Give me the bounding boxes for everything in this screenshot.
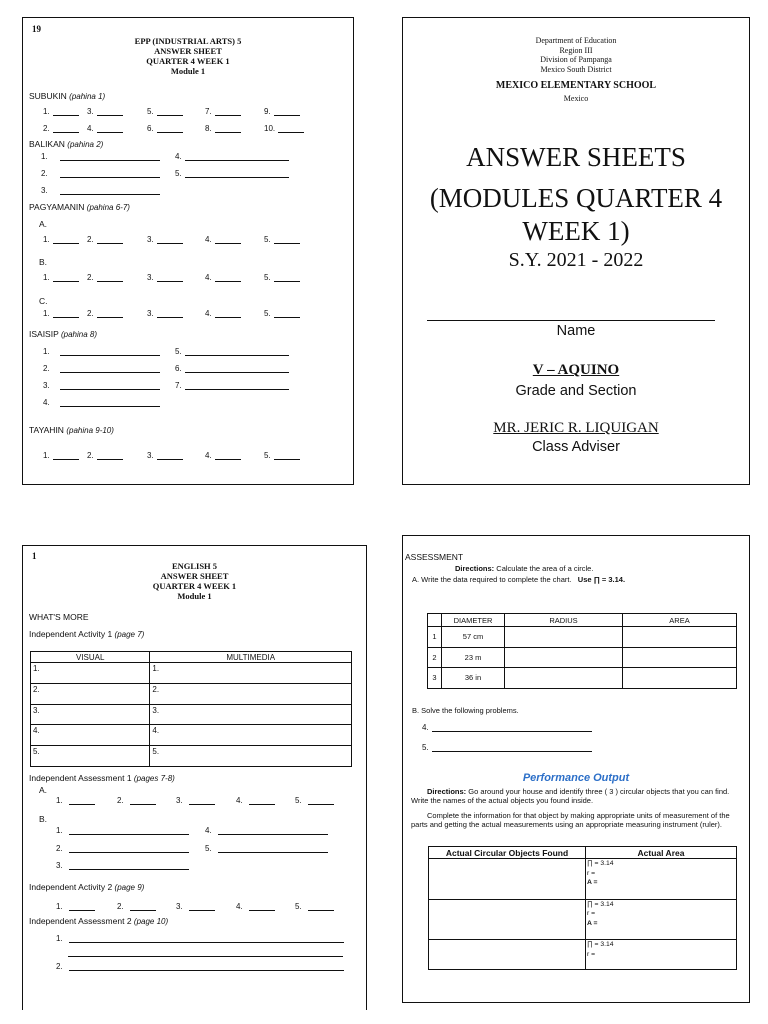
answer-blank[interactable]: 4. — [205, 451, 241, 460]
sheet-header — [23, 36, 353, 76]
answer-blank[interactable]: 4. — [175, 152, 289, 161]
sheet-header — [23, 561, 366, 601]
column-header-area: Actual Area — [586, 847, 737, 859]
answer-blank[interactable]: 1. — [56, 934, 344, 943]
table-row — [31, 746, 352, 767]
answer-blank[interactable]: 2. — [41, 169, 160, 178]
circle-data-table — [427, 613, 737, 689]
performance-instructions: Complete the information for that object by making appropriate units of measurement of the parts and getting the actual measurements using an appropriate measuring instrument (ruler). — [411, 811, 730, 829]
performance-output-title: Performance Output — [522, 772, 630, 784]
answer-blank[interactable]: 7. — [175, 381, 289, 390]
column-header-area: AREA — [623, 614, 737, 627]
area-cell[interactable] — [623, 668, 737, 689]
answer-blank[interactable]: 9. — [264, 107, 300, 116]
directions-line: Directions: Calculate the area of a circle. — [455, 564, 594, 573]
part-a-instructions: A. Write the data required to complete the chart. Use ∏ = 3.14. — [412, 575, 626, 584]
table-row — [428, 668, 737, 689]
epp-answer-sheet — [22, 17, 354, 485]
grade-section: V – AQUINO — [532, 362, 620, 378]
answer-blank[interactable]: 1. — [43, 347, 160, 356]
whats-more-label: WHAT'S MORE — [29, 612, 89, 622]
radius-cell[interactable] — [505, 627, 623, 648]
class-adviser-caption: Class Adviser — [532, 439, 620, 455]
area-computation-cell[interactable]: ∏ = 3.14 r = — [586, 940, 737, 970]
answer-blank[interactable]: 5. — [264, 309, 300, 318]
grade-section-caption: Grade and Section — [515, 383, 637, 399]
page-number: 19 — [32, 24, 41, 34]
activity-label: Independent Activity 2 (page 9) — [29, 882, 145, 892]
town-name: Mexico — [563, 94, 589, 103]
name-caption: Name — [556, 323, 596, 339]
quarter-week: QUARTER 4 WEEK 1 — [146, 56, 230, 66]
group-label: B. — [39, 814, 48, 824]
answer-blank[interactable]: 3. — [176, 796, 215, 805]
subject-title: ENGLISH 5 — [171, 561, 218, 571]
name-line[interactable] — [427, 320, 715, 321]
answer-blank[interactable]: 1. — [56, 796, 95, 805]
answer-blank[interactable]: 2. — [43, 124, 79, 133]
cover-title: ANSWER SHEETS — [466, 142, 686, 172]
answer-cell[interactable]: 3. — [31, 704, 150, 725]
group-label: A. — [39, 785, 48, 795]
answer-blank[interactable]: 3. — [43, 381, 160, 390]
module-label: Module 1 — [170, 66, 206, 76]
table-row — [31, 725, 352, 746]
quarter-week: QUARTER 4 WEEK 1 — [152, 581, 237, 591]
answer-blank[interactable]: 3. — [147, 451, 183, 460]
answer-blank[interactable]: 2. — [87, 451, 123, 460]
answer-blank[interactable]: 5. — [264, 235, 300, 244]
school-year: S.Y. 2021 - 2022 — [508, 249, 644, 271]
row-index: 3 — [428, 668, 442, 689]
answer-blank[interactable]: 7. — [205, 107, 241, 116]
area-computation-cell[interactable]: ∏ = 3.14 r = A = — [586, 899, 737, 940]
answer-blank[interactable]: 5. — [147, 107, 183, 116]
cover-page — [402, 17, 750, 485]
answer-blank[interactable]: 4. — [87, 124, 123, 133]
answer-blank[interactable]: 5. — [175, 169, 289, 178]
page-number: 1 — [32, 551, 37, 561]
answer-blank[interactable]: 1. — [56, 826, 189, 835]
answer-blank[interactable]: 1. — [56, 902, 95, 911]
column-header-visual: VISUAL — [31, 652, 150, 663]
answer-blank[interactable]: 2. — [87, 273, 123, 282]
answer-blank[interactable]: 10. — [264, 124, 304, 133]
answer-blank[interactable]: 4. — [205, 309, 241, 318]
assessment-label: Independent Assessment 2 (page 10) — [29, 916, 169, 926]
answer-blank[interactable]: 5. — [295, 902, 334, 911]
answer-blank[interactable]: 2. — [117, 796, 156, 805]
answer-blank[interactable]: 3. — [147, 273, 183, 282]
english-answer-sheet — [22, 545, 367, 1010]
section-label: PAGYAMANIN (pahina 6-7) — [29, 202, 130, 212]
sheet-title: ANSWER SHEET — [160, 571, 229, 581]
answer-line[interactable] — [68, 956, 343, 957]
radius-cell[interactable] — [505, 647, 623, 668]
assessment-title: ASSESSMENT — [405, 552, 464, 562]
answer-blank[interactable]: 1. — [43, 235, 79, 244]
table-row — [31, 704, 352, 725]
radius-cell[interactable] — [505, 668, 623, 689]
answer-blank[interactable]: 4. — [205, 273, 241, 282]
answer-blank[interactable]: 5. — [264, 273, 300, 282]
answer-blank[interactable]: 4. — [205, 235, 241, 244]
object-name-cell[interactable] — [429, 940, 586, 970]
object-name-cell[interactable] — [429, 899, 586, 940]
answer-blank[interactable]: 3. — [176, 902, 215, 911]
answer-blank[interactable]: 2. — [87, 235, 123, 244]
answer-cell[interactable]: 1. — [150, 663, 352, 684]
answer-blank[interactable]: 8. — [205, 124, 241, 133]
group-label: B. — [39, 257, 48, 267]
answer-blank[interactable]: 5. — [205, 844, 328, 853]
group-label: A. — [39, 219, 48, 229]
answer-blank[interactable]: 1. — [41, 152, 160, 161]
table-row — [428, 627, 737, 648]
section-label: ISAISIP (pahina 8) — [29, 329, 98, 339]
column-header-objects: Actual Circular Objects Found — [429, 847, 586, 859]
column-header-multimedia: MULTIMEDIA — [150, 652, 352, 663]
section-label: BALIKAN (pahina 2) — [29, 139, 104, 149]
part-b-instructions: B. Solve the following problems. — [412, 706, 519, 715]
assessment-sheet — [402, 535, 750, 1003]
subject-title: EPP (INDUSTRIAL ARTS) 5 — [134, 36, 242, 46]
diameter-cell: 57 cm — [442, 627, 505, 648]
table-row — [429, 940, 737, 970]
answer-blank[interactable]: 3. — [87, 107, 123, 116]
answer-blank[interactable]: 4. — [205, 826, 328, 835]
area-cell[interactable] — [623, 627, 737, 648]
table-row — [428, 647, 737, 668]
answer-blank[interactable]: 5. — [175, 347, 289, 356]
circular-objects-table — [428, 846, 737, 970]
table-row — [429, 899, 737, 940]
performance-directions: Directions: Go around your house and identify three ( 3 ) circular objects that you can find. Write the names of the actual objects you found inside. — [411, 787, 730, 805]
answer-blank[interactable]: 1. — [43, 107, 79, 116]
answer-cell[interactable]: 5. — [150, 746, 352, 767]
table-row — [429, 859, 737, 900]
area-computation-cell[interactable]: ∏ = 3.14 r = A = — [586, 859, 737, 900]
table-row — [31, 683, 352, 704]
answer-blank[interactable]: 6. — [147, 124, 183, 133]
answer-blank[interactable]: 6. — [175, 364, 289, 373]
answer-blank[interactable]: 3. — [147, 235, 183, 244]
answer-cell[interactable]: 3. — [150, 704, 352, 725]
diameter-cell: 36 in — [442, 668, 505, 689]
answer-blank[interactable]: 4. — [236, 796, 275, 805]
answer-blank[interactable]: 3. — [147, 309, 183, 318]
visual-multimedia-table — [30, 651, 352, 767]
column-header-radius: RADIUS — [505, 614, 623, 627]
activity-label: Independent Activity 1 (page 7) — [29, 629, 145, 639]
answer-blank[interactable]: 3. — [41, 186, 160, 195]
class-adviser: MR. JERIC R. LIQUIGAN — [493, 420, 659, 436]
column-header-diameter: DIAMETER — [442, 614, 505, 627]
answer-blank[interactable]: 2. — [87, 309, 123, 318]
assessment-label: Independent Assessment 1 (pages 7-8) — [29, 773, 175, 783]
group-label: C. — [39, 296, 48, 306]
diameter-cell: 23 m — [442, 647, 505, 668]
row-index: 1 — [428, 627, 442, 648]
answer-cell[interactable]: 2. — [31, 683, 150, 704]
answer-blank[interactable]: 5. — [264, 451, 300, 460]
answer-blank[interactable]: 2. — [117, 902, 156, 911]
cover-subtitle-2: WEEK 1) — [522, 216, 630, 246]
department-block: Department of Education Region III Division of Pampanga Mexico South District — [535, 36, 617, 74]
answer-cell[interactable]: 4. — [150, 725, 352, 746]
school-name: MEXICO ELEMENTARY SCHOOL — [495, 80, 657, 91]
answer-blank[interactable]: 1. — [43, 309, 79, 318]
module-label: Module 1 — [177, 591, 212, 601]
table-row — [31, 663, 352, 684]
answer-cell[interactable]: 2. — [150, 683, 352, 704]
section-label: TAYAHIN (pahina 9-10) — [29, 425, 114, 435]
cover-subtitle: (MODULES QUARTER 4 — [429, 183, 723, 213]
answer-blank[interactable]: 5. — [295, 796, 334, 805]
area-cell[interactable] — [623, 647, 737, 668]
sheet-title: ANSWER SHEET — [154, 46, 222, 56]
answer-cell[interactable]: 1. — [31, 663, 150, 684]
row-index: 2 — [428, 647, 442, 668]
answer-blank[interactable]: 4. — [422, 723, 592, 732]
answer-blank[interactable]: 5. — [422, 743, 592, 752]
answer-blank[interactable]: 4. — [236, 902, 275, 911]
answer-cell[interactable]: 4. — [31, 725, 150, 746]
answer-blank[interactable]: 2. — [56, 844, 189, 853]
index-header — [428, 614, 442, 627]
answer-blank[interactable]: 2. — [56, 962, 344, 971]
object-name-cell[interactable] — [429, 859, 586, 900]
answer-blank[interactable]: 1. — [43, 273, 79, 282]
answer-cell[interactable]: 5. — [31, 746, 150, 767]
answer-blank[interactable]: 3. — [56, 861, 189, 870]
answer-blank[interactable]: 4. — [43, 398, 160, 407]
answer-blank[interactable]: 2. — [43, 364, 160, 373]
section-label: SUBUKIN (pahina 1) — [29, 91, 106, 101]
answer-blank[interactable]: 1. — [43, 451, 79, 460]
